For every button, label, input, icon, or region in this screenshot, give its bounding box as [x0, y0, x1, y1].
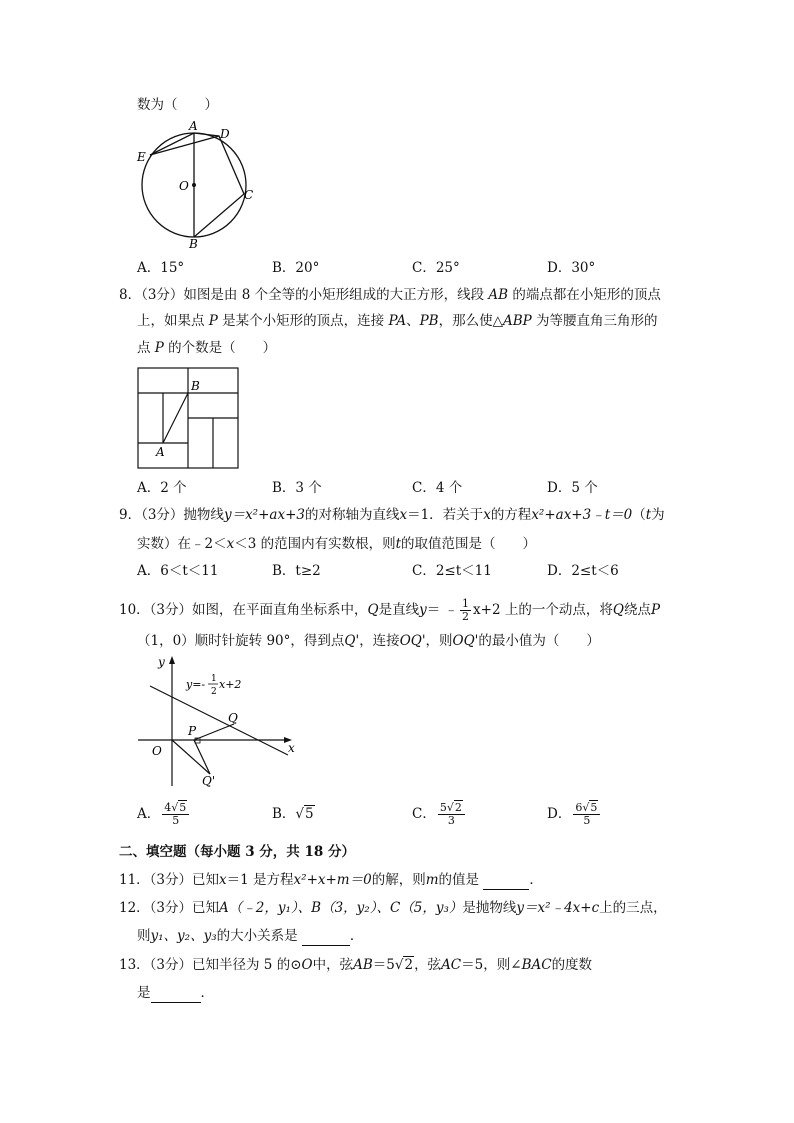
segment-ab [163, 393, 188, 443]
q12-answer-blank[interactable] [302, 927, 350, 946]
label-p: P [188, 724, 197, 738]
segment-pqp [194, 740, 210, 774]
q9-option-d[interactable]: D．2≤t＜6 [547, 563, 619, 579]
label-qp: Q' [202, 774, 216, 788]
line-graph [150, 686, 288, 755]
q12-line2: 则y₁、y₂、y₃的大小关系是 ． [137, 928, 364, 944]
q7-circle-figure [132, 118, 262, 250]
q7-tail: 数为（ ） [137, 97, 218, 113]
label-b: B [191, 379, 200, 393]
label-b: B [189, 237, 198, 250]
q9-line1: 9．（3分）抛物线y＝x²+ax+3的对称轴为直线x＝1．若关于x的方程x²+ax+3﹣t＝0（t为 [119, 507, 665, 523]
q13-line2: 是 ． [137, 985, 214, 1001]
q10-option-a[interactable]: A． $\frac{4√5}{5}$ [137, 800, 191, 828]
center-dot [192, 183, 196, 187]
q10-coordinate-figure [138, 654, 304, 790]
q8-option-d[interactable]: D．5 个 [547, 480, 598, 496]
segment-pq [194, 724, 234, 740]
q10-line2: （1，0）顺时针旋转 90°，得到点Q'，连接OQ'，则OQ'的最小值为（ ） [137, 633, 600, 649]
q9-option-b[interactable]: B．t≥2 [272, 563, 321, 579]
q8-line2: 上，如果点 P 是某个小矩形的顶点，连接 PA、PB，那么使△ABP 为等腰直角三角形的 [137, 313, 658, 329]
q11-line: 11．（3分）已知x＝1 是方程x²+x+m＝0的解，则m的值是 ． [119, 872, 543, 888]
q9-option-a[interactable]: A．6＜t＜11 [137, 563, 219, 579]
q13-line1: 13．（3分）已知半径为 5 的⊙O中，弦AB＝5√2，弦AC＝5，则∠BAC的度数 [119, 957, 593, 973]
q8-line3: 点 P 的个数是（ ） [137, 340, 277, 356]
section2-title: 二、填空题（每小题 3 分，共 18 分） [119, 844, 355, 860]
q7-option-b[interactable]: B．20° [272, 260, 320, 276]
q8-line1: 8．（3分）如图是由 8 个全等的小矩形组成的大正方形，线段 AB 的端点都在小矩形的顶点 [119, 287, 661, 303]
q9-line2: 实数）在﹣2＜x＜3 的范围内有实数根，则t的取值范围是（ ） [137, 536, 537, 552]
label-o: O [152, 744, 162, 758]
label-y: y [158, 655, 165, 669]
y-arrow [169, 656, 175, 664]
eq-suffix: x+2 [219, 678, 242, 691]
q8-square-figure [136, 366, 240, 470]
label-d: D [220, 127, 230, 141]
q9-option-c[interactable]: C．2≤t＜11 [412, 563, 492, 579]
q11-answer-blank[interactable] [483, 871, 529, 890]
q7-option-d[interactable]: D．30° [547, 260, 596, 276]
segment-oqp [172, 740, 210, 774]
q10-option-b[interactable]: B．√5 [272, 806, 314, 822]
q13-answer-blank[interactable] [151, 984, 201, 1003]
q10-option-c[interactable]: C． $\frac{5√2}{3}$ [412, 800, 467, 828]
eq-num: 1 [211, 674, 217, 684]
chord-path [150, 133, 244, 237]
q7-option-a[interactable]: A．15° [137, 260, 185, 276]
label-c: C [244, 188, 254, 202]
q8-option-a[interactable]: A．2 个 [137, 480, 187, 496]
q10-line1: 10．（3分）如图，在平面直角坐标系中，Q是直线y＝ ﹣ $\frac{1}{2}$ x+2 上的一个动点，将Q绕点P [119, 597, 661, 623]
q7-option-c[interactable]: C．25° [412, 260, 460, 276]
label-a: A [189, 119, 198, 133]
q12-line1: 12．（3分）已知A（﹣2，y₁）、B（3，y₂）、C（5，y₃）是抛物线y＝x²﹣4x+c上的三点， [119, 900, 667, 916]
q10-option-d[interactable]: D． $\frac{6√5}{5}$ [547, 800, 602, 828]
q8-option-b[interactable]: B．3 个 [272, 480, 322, 496]
eq-prefix: y=- [186, 678, 206, 691]
eq-den: 2 [211, 687, 217, 697]
label-e: E [137, 150, 146, 164]
q8-option-c[interactable]: C．4 个 [412, 480, 463, 496]
label-x: x [288, 741, 295, 755]
label-o: O [179, 179, 189, 193]
label-q: Q [228, 711, 238, 725]
label-a: A [156, 445, 165, 459]
